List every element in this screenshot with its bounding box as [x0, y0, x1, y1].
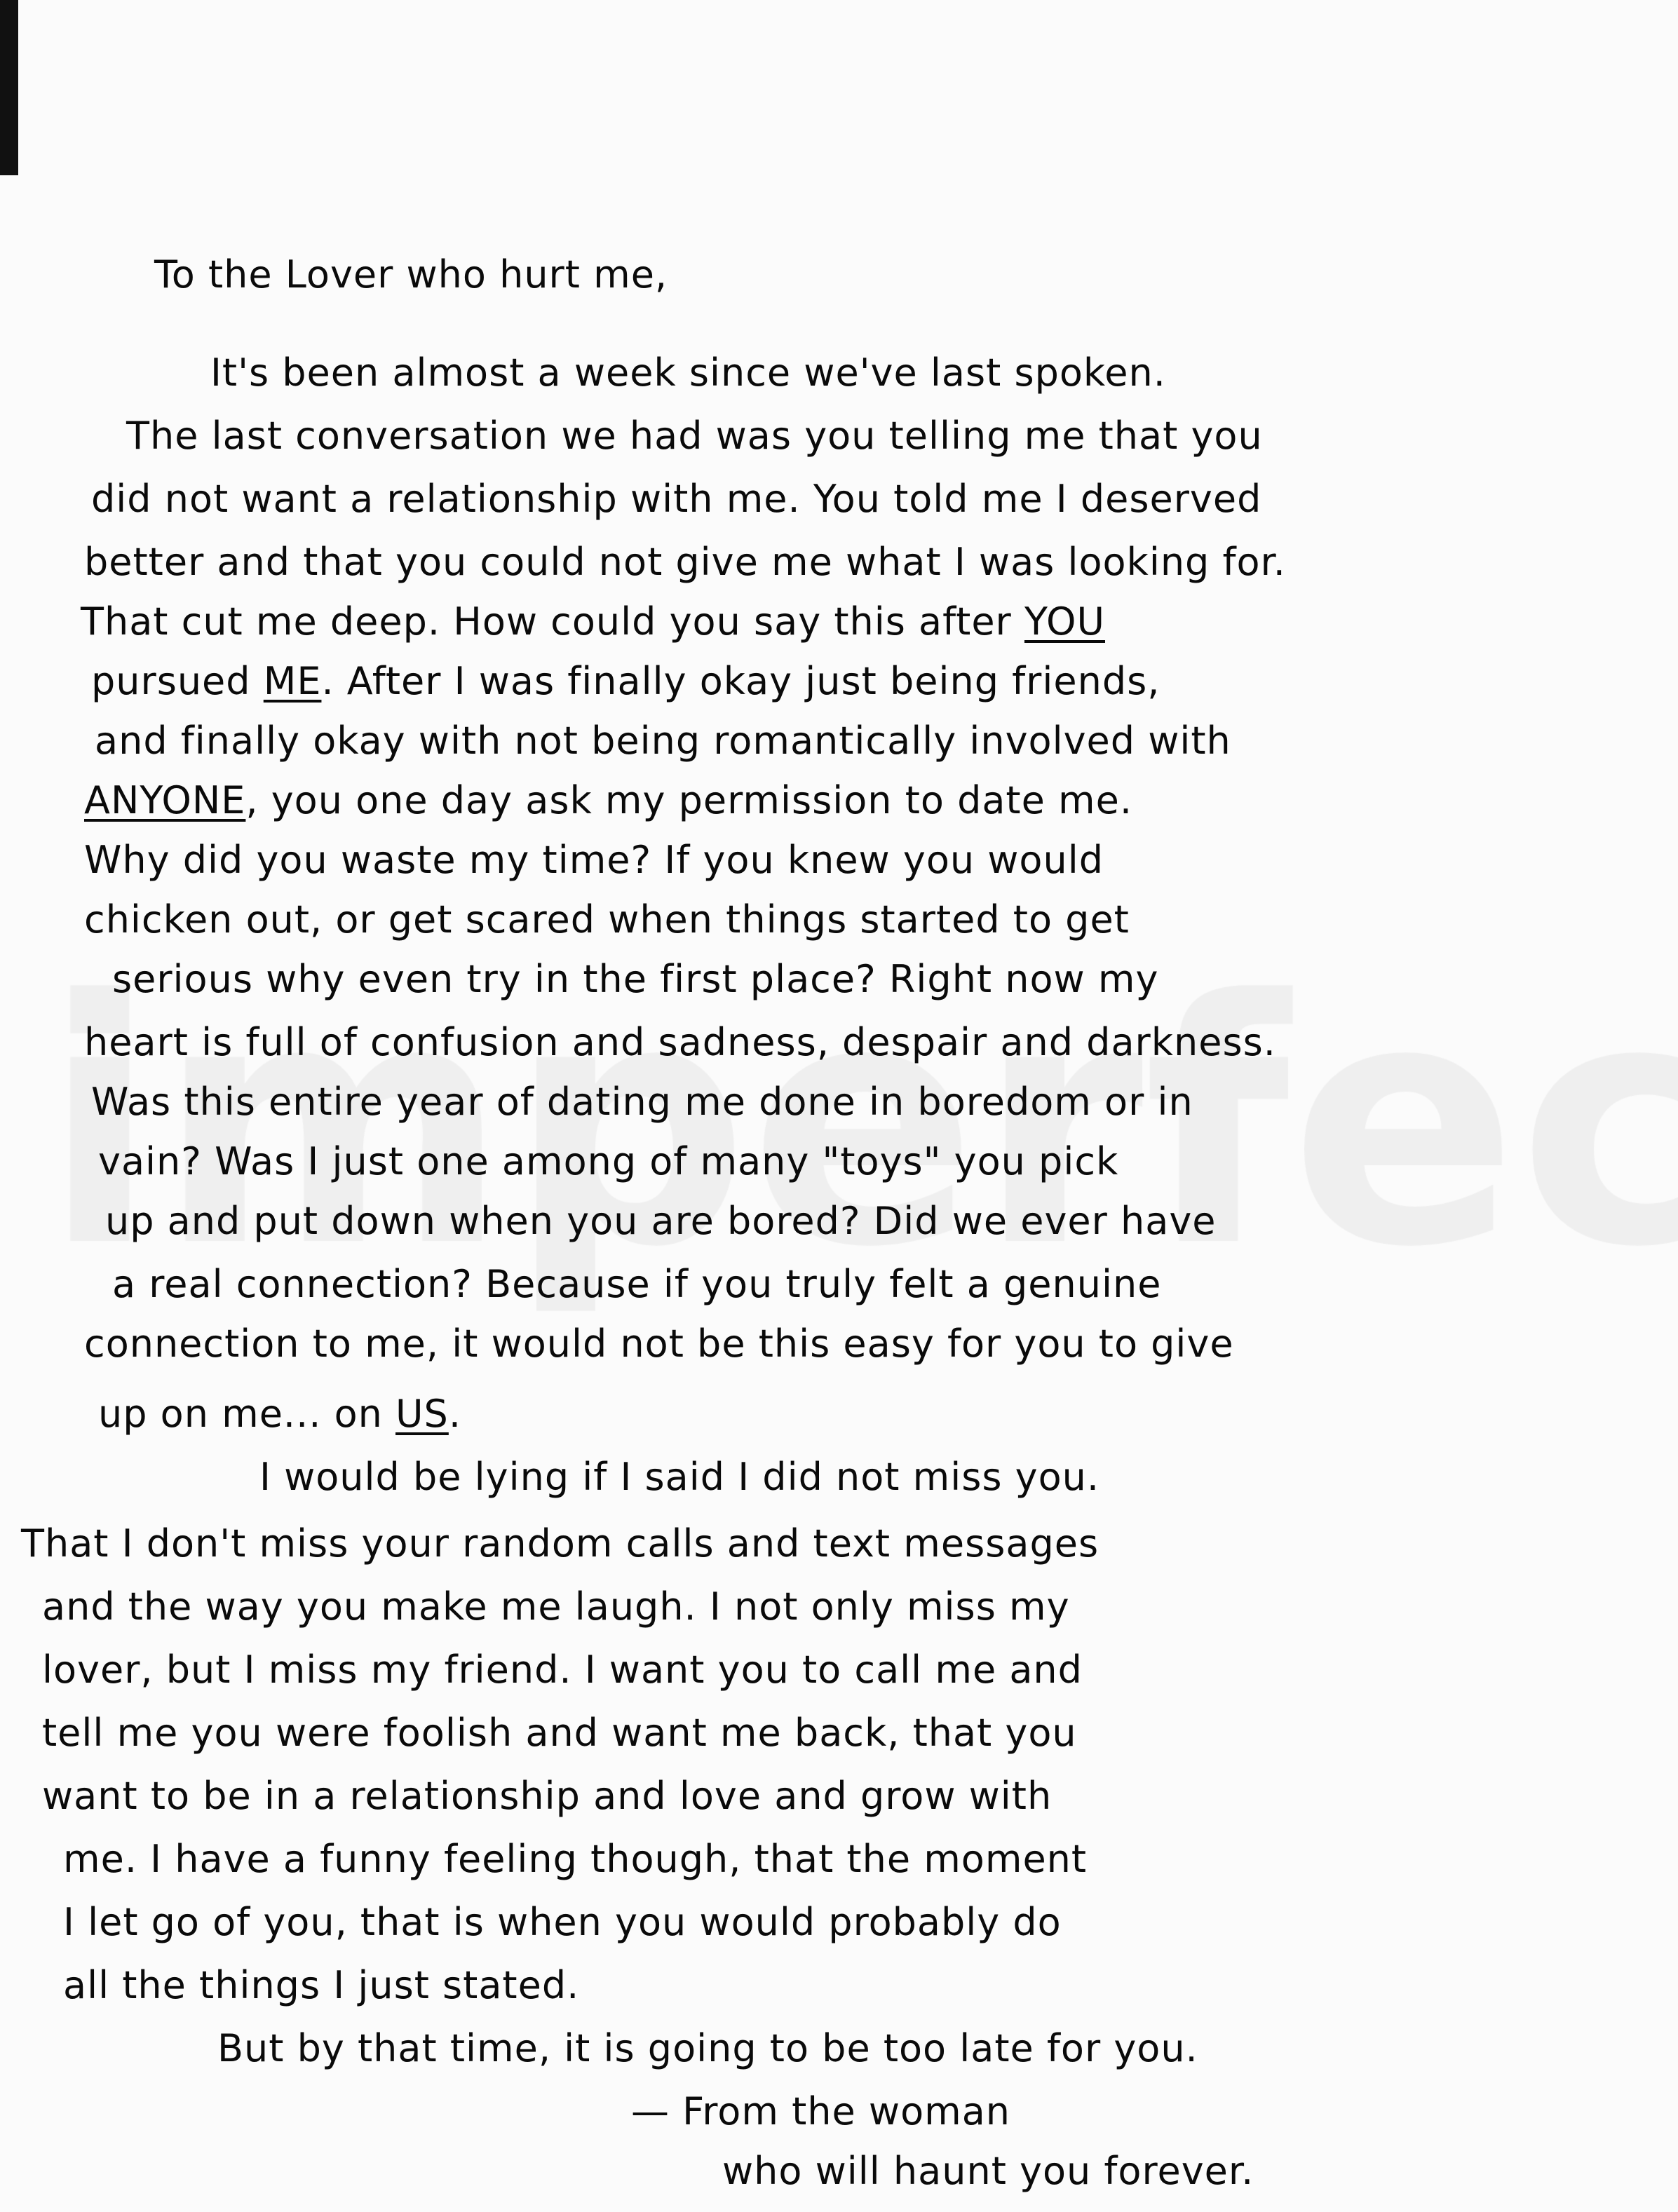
letter-line: I would be lying if I said I did not miss you.: [259, 1455, 1100, 1499]
letter-line: pursued ME. After I was finally okay just being friends,: [91, 659, 1161, 703]
letter-line: Was this entire year of dating me done in boredom or in: [91, 1080, 1193, 1124]
letter-line: That I don't miss your random calls and text messages: [21, 1521, 1100, 1566]
letter-line: all the things I just stated.: [63, 1963, 580, 2007]
underlined-word: US: [395, 1392, 449, 1436]
underlined-word: ME: [263, 659, 322, 703]
letter-line: better and that you could not give me what I was looking for.: [84, 540, 1286, 584]
letter-line: But by that time, it is going to be too late for you.: [217, 2026, 1198, 2070]
letter-line: lover, but I miss my friend. I want you to call me and: [42, 1648, 1083, 1692]
letter-line: I let go of you, that is when you would probably do: [63, 1900, 1062, 1944]
signoff-line: — From the woman: [631, 2089, 1011, 2133]
letter-line: The last conversation we had was you telling me that you: [126, 414, 1263, 458]
dark-edge: [0, 0, 18, 175]
letter-line: want to be in a relationship and love and grow with: [42, 1774, 1053, 1818]
letter-line: connection to me, it would not be this easy for you to give: [84, 1322, 1234, 1366]
letter-line: chicken out, or get scared when things started to get: [84, 897, 1130, 942]
underlined-word: ANYONE: [84, 778, 246, 822]
letter-line: vain? Was I just one among of many "toys" you pick: [98, 1139, 1119, 1183]
letter-line: me. I have a funny feeling though, that the moment: [63, 1837, 1088, 1881]
letter-line: serious why even try in the first place? Right now my: [112, 957, 1159, 1001]
underlined-word: YOU: [1024, 599, 1105, 644]
letter-line: ANYONE, you one day ask my permission to date me.: [84, 778, 1132, 822]
letter-line: a real connection? Because if you truly felt a genuine: [112, 1262, 1162, 1306]
letter-line: tell me you were foolish and want me back, that you: [42, 1711, 1077, 1755]
letter-line: heart is full of confusion and sadness, despair and darkness.: [84, 1020, 1276, 1064]
letter-line: up on me... on US.: [98, 1392, 461, 1436]
letter-line: up and put down when you are bored? Did we ever have: [105, 1199, 1217, 1243]
letter-line: and finally okay with not being romantically involved with: [95, 719, 1231, 763]
letter-line: It's been almost a week since we've last spoken.: [210, 351, 1166, 395]
signoff-line: who will haunt you forever.: [722, 2149, 1254, 2193]
letter-line: Why did you waste my time? If you knew you would: [84, 838, 1104, 882]
salutation: To the Lover who hurt me,: [154, 252, 668, 297]
letter-line: and the way you make me laugh. I not only miss my: [42, 1585, 1070, 1629]
letter-line: That cut me deep. How could you say this after YOU: [81, 599, 1105, 644]
letter-line: did not want a relationship with me. You told me I deserved: [91, 477, 1262, 521]
